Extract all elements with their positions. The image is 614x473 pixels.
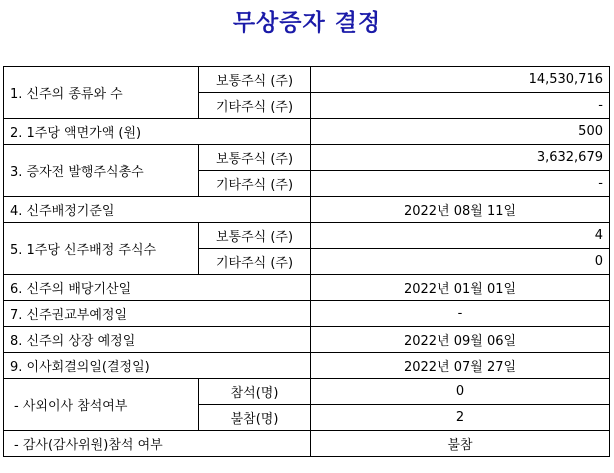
value-cell: 2022년 09월 06일 — [311, 327, 610, 353]
row-label-board-date: 9. 이사회결의일(결정일) — [4, 353, 311, 379]
table-row — [4, 431, 610, 457]
value-cell: 2022년 07월 27일 — [311, 353, 610, 379]
value-cell: - — [311, 171, 610, 197]
sub-label-other: 기타주식 (주) — [199, 171, 311, 197]
row-label-record-date: 4. 신주배정기준일 — [4, 197, 311, 223]
sub-label-other: 기타주식 (주) — [199, 249, 311, 275]
row-label-dividend-date: 6. 신주의 배당기산일 — [4, 275, 311, 301]
value-cell: 2022년 08월 11일 — [311, 197, 610, 223]
value-cell: 4 — [311, 223, 610, 249]
table-row — [4, 67, 610, 93]
row-label-allocation: 5. 1주당 신주배정 주식수 — [4, 223, 199, 275]
sub-label-common: 보통주식 (주) — [199, 67, 311, 93]
value-cell: 14,530,716 — [311, 67, 610, 93]
row-label-auditor: - 감사(감사위원)참석 여부 — [4, 431, 311, 457]
row-label-certificate-date: 7. 신주권교부예정일 — [4, 301, 311, 327]
table-row — [4, 353, 610, 379]
table-row — [4, 301, 610, 327]
value-cell: 3,632,679 — [311, 145, 610, 171]
value-cell: 2022년 01월 01일 — [311, 275, 610, 301]
row-label-total-shares: 3. 증자전 발행주식총수 — [4, 145, 199, 197]
table-row — [4, 119, 610, 145]
disclosure-table — [3, 66, 610, 457]
table-row — [4, 275, 610, 301]
sub-label-absent: 불참(명) — [199, 405, 311, 431]
sub-label-attended: 참석(명) — [199, 379, 311, 405]
value-cell: - — [311, 301, 610, 327]
value-cell: 0 — [311, 249, 610, 275]
table-row — [4, 145, 610, 171]
table-row — [4, 223, 610, 249]
sub-label-other: 기타주식 (주) — [199, 93, 311, 119]
value-cell: - — [311, 93, 610, 119]
value-cell: 500 — [311, 119, 610, 145]
row-label-par-value: 2. 1주당 액면가액 (원) — [4, 119, 311, 145]
sub-label-common: 보통주식 (주) — [199, 223, 311, 249]
table-row — [4, 197, 610, 223]
row-label-listing-date: 8. 신주의 상장 예정일 — [4, 327, 311, 353]
value-cell: 0 — [311, 379, 610, 405]
value-cell: 2 — [311, 405, 610, 431]
row-label-outside-directors: - 사외이사 참석여부 — [4, 379, 199, 431]
page-title: 무상증자 결정 — [232, 9, 382, 36]
value-cell: 불참 — [311, 431, 610, 457]
table-row — [4, 379, 610, 405]
sub-label-common: 보통주식 (주) — [199, 145, 311, 171]
table-row — [4, 327, 610, 353]
row-label-new-shares: 1. 신주의 종류와 수 — [4, 67, 199, 119]
